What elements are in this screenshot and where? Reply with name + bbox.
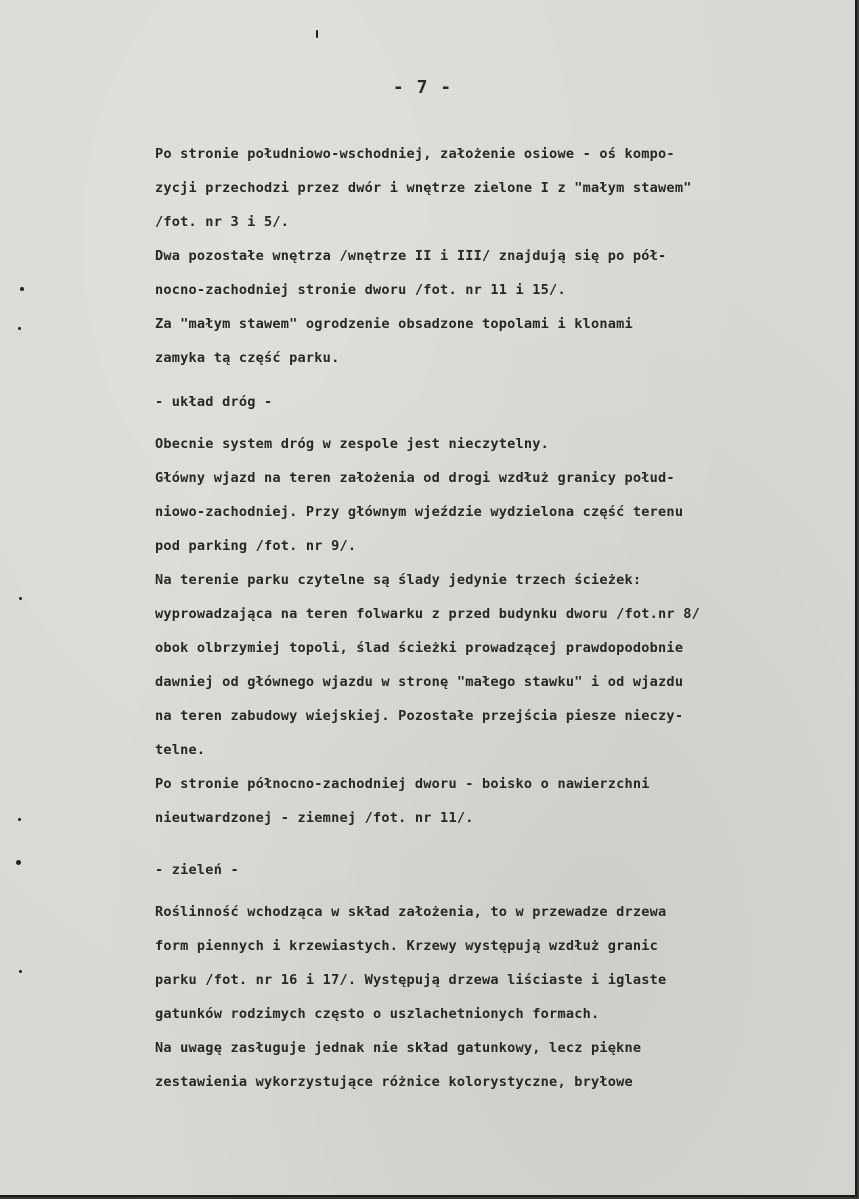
text-line: parku /fot. nr 16 i 17/. Występują drzewa liściaste i iglaste [155,972,667,988]
scan-speck [19,597,22,600]
text-line: Dwa pozostałe wnętrza /wnętrze II i III/ znajdują się po pół- [155,248,667,264]
scan-speck [20,287,24,291]
text-line: zestawienia wykorzystujące różnice kolorystyczne, bryłowe [155,1074,633,1090]
text-line: niowo-zachodniej. Przy głównym wjeździe wydzielona część terenu [155,504,684,520]
text-line: form piennych i krzewiastych. Krzewy występują wzdłuż granic [155,938,659,954]
text-line: Po stronie północno-zachodniej dworu - boisko o nawierzchni [155,776,650,792]
text-line: zycji przechodzi przez dwór i wnętrze zielone I z "małym stawem" [155,180,692,196]
text-line: Po stronie południowo-wschodniej, założenie osiowe - oś kompo- [155,146,675,162]
text-line: Główny wjazd na teren założenia od drogi wzdłuż granicy połud- [155,470,675,486]
section-heading: - zieleń - [155,862,239,878]
text-line: zamyka tą część parku. [155,350,340,366]
text-line: na teren zabudowy wiejskiej. Pozostałe przejścia piesze nieczy- [155,708,684,724]
text-line: Na terenie parku czytelne są ślady jedynie trzech ścieżek: [155,572,642,588]
page-number: - 7 - [392,77,453,98]
text-line: nocno-zachodniej stronie dworu /fot. nr 11 i 15/. [155,282,566,298]
section-heading: - układ dróg - [155,394,273,410]
text-line: pod parking /fot. nr 9/. [155,538,357,554]
scan-speck [316,30,318,38]
text-line: dawniej od głównego wjazdu w stronę "małego stawku" i od wjazdu [155,674,684,690]
text-line: Obecnie system dróg w zespole jest nieczytelny. [155,436,550,452]
text-line: gatunków rodzimych często o uszlachetnionych formach. [155,1006,600,1022]
scan-speck [18,327,21,330]
text-line: telne. [155,742,206,758]
text-line: wyprowadzająca na teren folwarku z przed budynku dworu /fot.nr 8/ [155,606,700,622]
text-line: /fot. nr 3 i 5/. [155,214,290,230]
scan-speck [16,860,21,865]
text-line: Za "małym stawem" ogrodzenie obsadzone topolami i klonami [155,316,633,332]
text-line: Roślinność wchodząca w skład założenia, to w przewadze drzewa [155,904,667,920]
scan-speck [19,970,22,973]
text-line: obok olbrzymiej topoli, ślad ścieżki prowadzącej prawdopodobnie [155,640,684,656]
text-line: nieutwardzonej - ziemnej /fot. nr 11/. [155,810,474,826]
scan-speck [18,818,21,821]
text-line: Na uwagę zasługuje jednak nie skład gatunkowy, lecz piękne [155,1040,642,1056]
